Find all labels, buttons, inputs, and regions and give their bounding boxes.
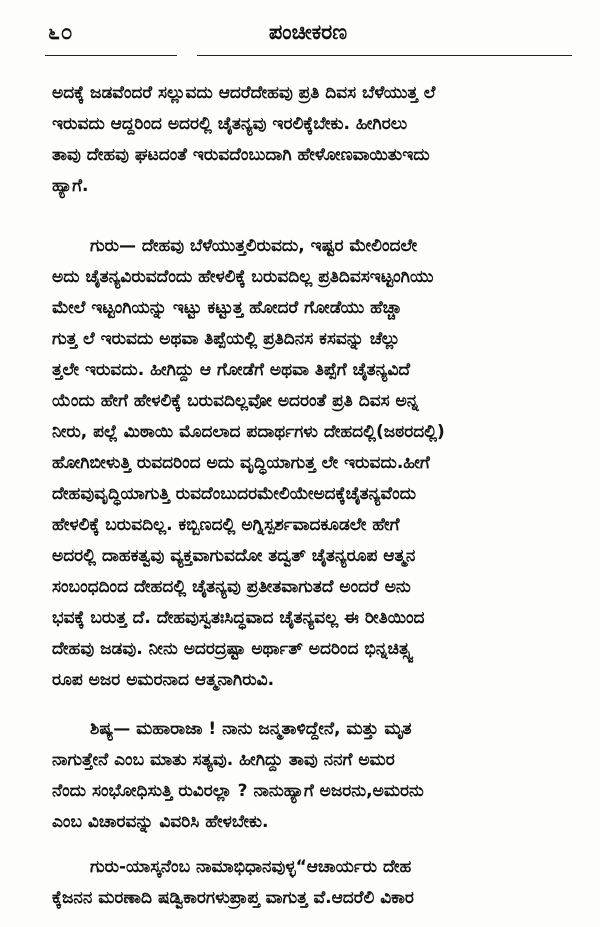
header-rule-right	[197, 55, 572, 56]
text-line: ಹ್ಯಾಗೆ.	[52, 176, 89, 196]
text-line: ಮೇಲೆ ಇಟ್ಟಂಗಿಯನ್ನು ಇಟ್ಟು ಕಟ್ಟುತ್ತ ಹೋದರೆ ಗೋಡೆಯು ಹೆಚ್ಚಾ	[52, 298, 402, 318]
text-line: ಹೇಳಲಿಕ್ಕೆ ಬರುವದಿಲ್ಲ. ಕಬ್ಬಿಣದಲ್ಲಿ ಅಗ್ನಿಸ್ಪರ್ಶವಾದಕೂಡಲೇ ಹೇಗೆ	[52, 515, 400, 535]
text-line: ಇರುವದು ಆದ್ದರಿಂದ ಅದರಲ್ಲಿ ಚೈತನ್ಯವು ಇರಲಿಕ್ಕೆಬೇಕು. ಹೀಗಿರಲು	[52, 114, 408, 134]
paragraph-guru-1	[52, 231, 572, 696]
page-header	[48, 20, 568, 54]
paragraph-guru-2	[52, 852, 572, 914]
text-line: ಸಂಬಂಧದಿಂದ ದೇಹದಲ್ಲಿ ಚೈತನ್ಯವು ಪ್ರತೀತವಾಗುತದೆ ಅಂದರೆ ಅನು	[52, 577, 411, 597]
text-line: ಎಂಬ ವಿಚಾರವನ್ನು ವಿವರಿಸಿ ಹೇಳಬೇಕು.	[52, 812, 269, 832]
page-number: ೬೦	[48, 20, 74, 44]
text-line: ತ್ತಲೇ ಇರುವದು. ಹೀಗಿದ್ದು ಆ ಗೋಡೆಗೆ ಅಥವಾ ತಿಪ್ಪೆಗೆ ಚೈತನ್ಯವಿದೆ	[52, 360, 411, 380]
paragraph-gap	[52, 696, 572, 714]
header-rule-left	[45, 55, 177, 56]
text-line: ಗುರು-ಯಾಸ್ಕನೆಂಬ ನಾಮಾಭಿಧಾನವುಳ್ಳ“ಆಚಾರ್ಯರು ದೇಹ	[90, 857, 412, 877]
text-line: ತಾವು ದೇಹವು ಘಟದಂತೆ ಇರುವದೆಂಬುದಾಗಿ ಹೇಳೋಣವಾಯಿತುಇದು	[52, 145, 430, 165]
text-line: ಅದು ಚೈತನ್ಯವಿರುವದೆಂದು ಹೇಳಲಿಕ್ಕೆ ಬರುವದಿಲ್ಲ ಪ್ರತಿದಿವಸಇಟ್ಟಂಗಿಯು	[52, 267, 434, 287]
text-line: ನೆಂದು ಸಂಭೋಧಿಸುತ್ತಿ ರುವಿರಲ್ಲಾ ? ನಾನುಹ್ಯಾಗೆ ಅಜರನು,ಅಮರನು	[52, 781, 424, 801]
running-title: ಪಂಚೀಕರಣ	[268, 20, 348, 44]
text-line: ಗುರು— ದೇಹವು ಬೆಳೆಯುತ್ತಲಿರುವದು, ಇಷ್ಟರ ಮೇಲಿಂದಲೇ	[90, 236, 418, 256]
paragraph-1	[52, 78, 572, 202]
text-line: ನೀರು, ಪಲ್ಲೆ ಮಿಠಾಯಿ ಮೊದಲಾದ ಪದಾರ್ಥಗಳು ದೇಹದಲ್ಲಿ(ಜಠರದಲ್ಲಿ)	[52, 422, 445, 442]
text-line: ಶಿಷ್ಯ— ಮಹಾರಾಜಾ ! ನಾನು ಜನ್ಮತಾಳಿದ್ದೇನೆ, ಮತ್ತು ಮೃತ	[90, 719, 412, 739]
text-line: ಅದಕ್ಕೆ ಜಡವೆಂದರೆ ಸಲ್ಲುವದು ಆದರೆದೇಹವು ಪ್ರತಿ ದಿವಸ ಬೆಳೆಯುತ್ತ ಲೆ	[52, 83, 436, 103]
text-line: ಭವಕ್ಕೆ ಬರುತ್ತ ದೆ. ದೇಹವುಸ್ವತಃಸಿದ್ಧವಾದ ಚೈತನ್ಯವಲ್ಲ ಈ ರೀತಿಯಿಂದ	[52, 608, 425, 628]
text-line: ಕ್ಕೆಜನನ ಮರಣಾದಿ ಷಡ್ವಿಕಾರಗಳುಪ್ರಾಪ್ತ ವಾಗುತ್ತ ವೆ.ಆದರೆಲಿ ವಿಕಾರ	[52, 888, 414, 908]
text-line: ದೇಹವು ಜಡವು. ನೀನು ಅದರದ್ರಷ್ಟಾ ಅರ್ಥಾತ್ ಅದರಿಂದ ಭಿನ್ನಚಿತ್ಸ್ವ	[52, 639, 413, 659]
paragraph-gap	[52, 838, 572, 852]
paragraph-gap	[52, 202, 572, 231]
paragraph-shishya	[52, 714, 572, 838]
text-line: ಹೋಗಿಬೀಳುತ್ತಿ ರುವದರಿಂದ ಅದು ವೃದ್ಧಿಯಾಗುತ್ತ ಲೇ ಇರುವದು.ಹೀಗೆ	[52, 453, 430, 473]
text-line: ನಾಗುತ್ತೇನೆ ಎಂಬ ಮಾತು ಸತ್ಯವು. ಹೀಗಿದ್ದು ತಾವು ನನಗೆ ಅಮರ	[52, 750, 395, 770]
text-line: ರೂಪ ಅಜರ ಅಮರನಾದ ಆತ್ಮನಾಗಿರುವಿ.	[52, 670, 275, 690]
text-line: ಯೆಂದು ಹೇಗೆ ಹೇಳಲಿಕ್ಕೆ ಬರುವದಿಲ್ಲವೋ ಅದರಂತೆ ಪ್ರತಿ ದಿವಸ ಅನ್ನ	[52, 391, 419, 411]
text-line: ಗುತ್ತ ಲೆ ಇರುವದು ಅಥವಾ ತಿಪ್ಪೆಯಲ್ಲಿ ಪ್ರತಿದಿನಸ ಕಸವನ್ನು ಚೆಲ್ಲು	[52, 329, 401, 349]
page-body	[52, 78, 572, 914]
text-line: ಅದರಲ್ಲಿ ದಾಹಕತ್ವವು ವ್ಯಕ್ತವಾಗುವದೋ ತದ್ವತ್ ಚೈತನ್ಯರೂಪ ಆತ್ಮನ	[52, 546, 416, 566]
text-line: ದೇಹವುವೃದ್ಧಿಯಾಗುತ್ತಿ ರುವದೆಂಬುದರಮೇಲಿಯೇಅದಕ್ಕೆಚೈತನ್ಯವೆಂದು	[52, 484, 416, 504]
